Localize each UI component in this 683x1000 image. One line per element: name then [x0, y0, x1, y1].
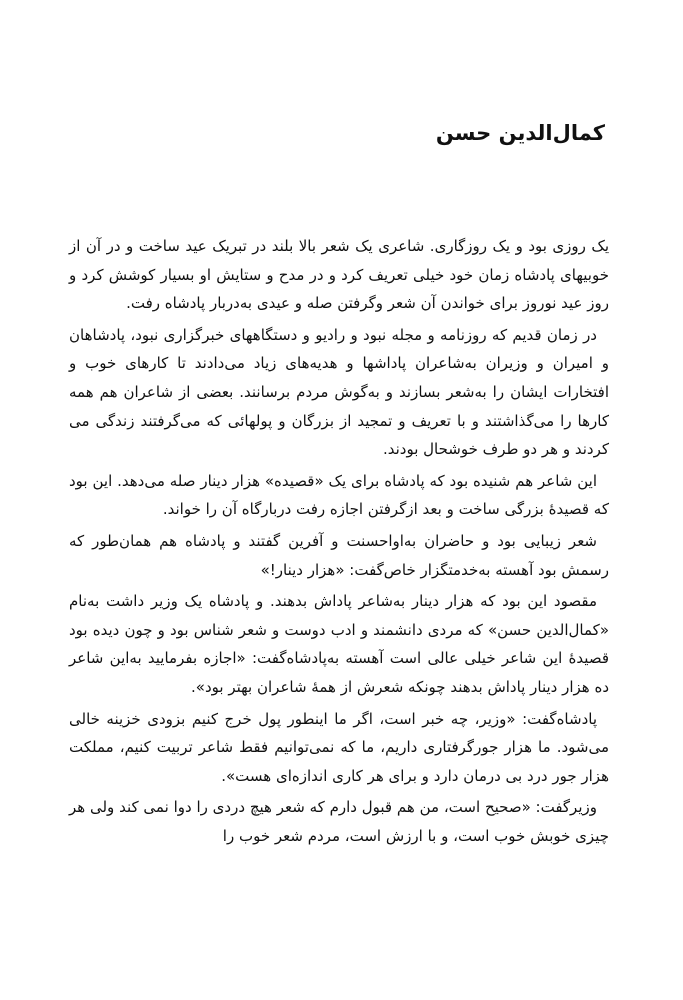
paragraph-1: یک روزی بود و یک روزگاری. شاعری یک شعر بالا بلند در تبریک عید ساخت و در آن از خوبیهای پادشاه زمان خود خیلی تعریف کرد و در مدح و ستایش او بسیار کوشش کرد و روز عید نوروز برای خواندن آن شعر وگرفتن صله و عیدی به‌دربار پادشاه رفت. [69, 237, 609, 313]
paragraph-2: در زمان قدیم که روزنامه و مجله نبود و رادیو و دستگاههای خبرگزاری نبود، پادشاهان و امیران و وزیران به‌شاعران پاداشها و هدیه‌های زیاد می‌دادند تا کارهای خوب و افتخارات ایشان را به‌شعر بسازند و به‌گوش مردم برسانند. بعضی از شاعران هم همه کارها را می‌گذاشتند و با تعریف و تمجید از بزرگان و پولهائی که می‌گرفتند زندگی می کردند و هر دو طرف خوشحال بودند. [69, 325, 609, 459]
paragraph-3: این شاعر هم شنیده بود که پادشاه برای یک «قصیده» هزار دینار صله می‌دهد. این بود که قصیدهٔ بزرگی ساخت و بعد ازگرفتن اجازه رفت دربارگاه آن را خواند. [69, 471, 609, 519]
paragraph-4: شعر زیبایی بود و حاضران به‌اواحسنت و آفرین گفتند و پادشاه هم همان‌طور که رسمش بود آهسته به‌خدمتگزار خاص‌گفت: «هزار دینار!» [69, 531, 609, 579]
paragraph-7: وزیرگفت: «صحیح است، من هم قبول دارم که شعر هیچ دردی را دوا نمی کند ولی هر چیزی خوبش خوب است، و با ارزش است، مردم شعر خوب را [69, 798, 609, 845]
chapter-title: کمال‌الدین حسن [435, 121, 605, 145]
paragraph-5: مقصود این بود که هزار دینار به‌شاعر پاداش بدهند. و پادشاه یک وزیر داشت به‌نام «کمال‌الدین حسن» که مردی دانشمند و ادب دوست و شعر شناس بود و چون دیده بود قصیدهٔ این شاعر خیلی عالی است آهسته به‌پادشاه‌گفت: «اجازه بفرمایید به‌این شاعر ده هزار دینار پاداش بدهند چونکه شعرش از همهٔ شاعران بهتر بود». [69, 592, 609, 696]
paragraph-6: پادشاه‌گفت: «وزیر، چه خبر است، اگر ما اینطور پول خرج کنیم بزودی خزینه خالی می‌شود. ما هزار جورگرفتاری داریم، ما که نمی‌توانیم فقط شاعر تربیت کنیم، مملکت هزار جور درد بی درمان دارد و برای هر کاری اندازه‌ای هست». [69, 709, 609, 785]
chapter-body [69, 232, 609, 853]
